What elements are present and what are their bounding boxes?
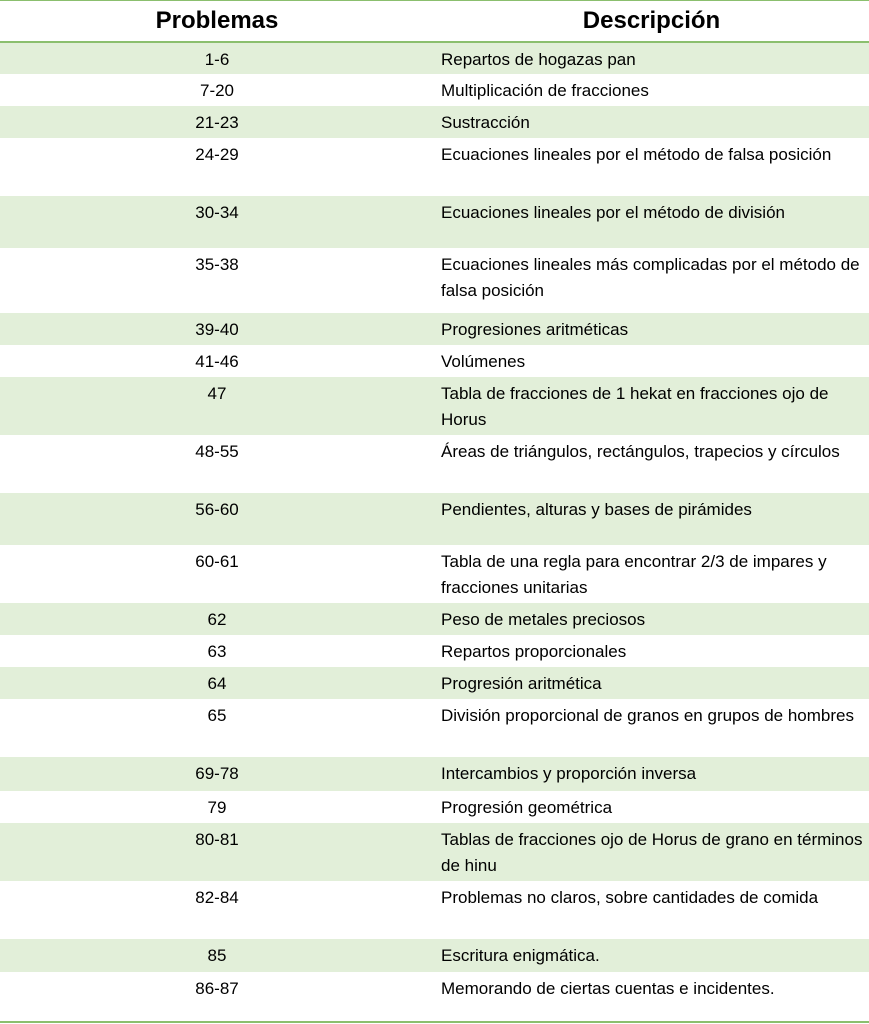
table-row <box>0 377 869 435</box>
table-row <box>0 345 869 377</box>
table-row <box>0 635 869 667</box>
problem-range: 80-81 <box>195 830 239 849</box>
table-row <box>0 435 869 493</box>
table-row <box>0 313 869 345</box>
header-problems: Problemas <box>155 7 279 34</box>
problem-range: 47 <box>207 384 227 403</box>
table-row <box>0 493 869 545</box>
problem-range: 60-61 <box>195 552 239 571</box>
table-row <box>0 74 869 106</box>
problem-description: Pendientes, alturas y bases de pirámides <box>441 500 752 519</box>
problem-description: Multiplicación de fracciones <box>441 81 649 100</box>
problem-range: 1-6 <box>204 50 230 69</box>
problem-description: Ecuaciones lineales más complicadas por el método de falsa posición <box>441 255 860 300</box>
problem-range: 7-20 <box>199 81 235 100</box>
problem-range: 41-46 <box>195 352 239 371</box>
problem-description: Volúmenes <box>441 352 526 371</box>
table-header <box>0 1 869 41</box>
problem-description: Sustracción <box>441 113 530 132</box>
table-row <box>0 881 869 939</box>
problem-range: 56-60 <box>195 500 239 519</box>
problem-description: Peso de metales preciosos <box>441 610 646 629</box>
problem-description: Progresión aritmética <box>441 674 602 693</box>
problem-description: Progresión geométrica <box>441 798 613 817</box>
problem-range: 24-29 <box>195 145 239 164</box>
table-row <box>0 699 869 757</box>
header-description: Descripción <box>582 7 721 34</box>
table-row <box>0 972 869 1015</box>
problem-description: Intercambios y proporción inversa <box>441 764 697 783</box>
problem-description: Progresiones aritméticas <box>441 320 629 339</box>
table-row <box>0 43 869 74</box>
problem-range: 63 <box>207 642 227 661</box>
problem-range: 35-38 <box>195 255 239 274</box>
problem-range: 79 <box>207 798 227 817</box>
problem-range: 82-84 <box>195 888 239 907</box>
problem-range: 48-55 <box>195 442 239 461</box>
problem-description: División proporcional de granos en grupos de hombres <box>441 706 854 725</box>
problem-range: 21-23 <box>195 113 239 132</box>
table-body <box>0 43 869 1015</box>
table-row <box>0 545 869 603</box>
table-row <box>0 667 869 699</box>
problem-description: Problemas no claros, sobre cantidades de comida <box>441 888 819 907</box>
table-row <box>0 248 869 313</box>
table-row <box>0 823 869 881</box>
table-bottom-border <box>0 1021 869 1023</box>
problem-description: Tabla de fracciones de 1 hekat en fracciones ojo de Horus <box>441 384 829 429</box>
problem-range: 62 <box>207 610 227 629</box>
problem-description: Tabla de una regla para encontrar 2/3 de impares y fracciones unitarias <box>441 552 827 597</box>
problem-description: Ecuaciones lineales por el método de división <box>441 203 785 222</box>
problem-description: Ecuaciones lineales por el método de falsa posición <box>441 145 832 164</box>
problem-range: 64 <box>207 674 227 693</box>
problem-description: Repartos proporcionales <box>441 642 627 661</box>
problem-range: 30-34 <box>195 203 239 222</box>
problem-description: Tablas de fracciones ojo de Horus de grano en términos de hinu <box>441 830 863 875</box>
table-row <box>0 106 869 138</box>
table-row <box>0 603 869 635</box>
problem-description: Memorando de ciertas cuentas e incidentes. <box>441 979 775 998</box>
table-row <box>0 939 869 972</box>
problem-range: 85 <box>207 946 227 965</box>
problem-description: Áreas de triángulos, rectángulos, trapecios y círculos <box>441 442 840 461</box>
table-row <box>0 757 869 791</box>
problem-range: 65 <box>207 706 227 725</box>
table-row <box>0 196 869 248</box>
problem-range: 39-40 <box>195 320 239 339</box>
problem-description: Repartos de hogazas pan <box>441 50 636 69</box>
problem-description: Escritura enigmática. <box>441 946 600 965</box>
table-row <box>0 138 869 196</box>
table-row <box>0 791 869 823</box>
problem-range: 86-87 <box>195 979 239 998</box>
problem-range: 69-78 <box>195 764 239 783</box>
